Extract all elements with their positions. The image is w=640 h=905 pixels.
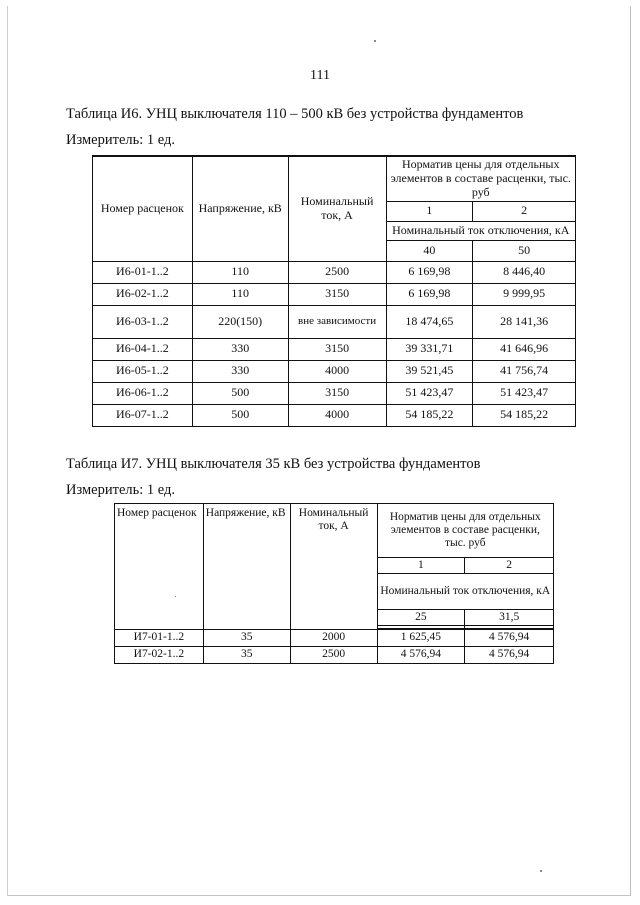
cell-value-2: 54 185,22 [473, 404, 576, 426]
table-row [115, 647, 554, 664]
table1-header-col1: 1 [386, 201, 473, 221]
cell-code: И6-01-1..2 [93, 261, 193, 283]
table2-header-voltage: Напряжение, кВ [203, 504, 290, 630]
table2-header-col1: 1 [377, 558, 465, 574]
table-row [115, 630, 554, 647]
table2-header-ka1: 25 [377, 610, 465, 626]
cell-current: 2000 [290, 630, 377, 647]
table2-header-norm: Норматив цены для отдельных элементов в составе расценки, тыс. руб [377, 504, 553, 558]
cell-code: И6-06-1..2 [93, 382, 193, 404]
cell-voltage: 330 [192, 338, 288, 360]
table-row [93, 261, 576, 283]
cell-current: вне зависимости [288, 305, 386, 338]
cell-value-2: 4 576,94 [465, 647, 554, 664]
table1-header-norm: Норматив цены для отдельных элементов в составе расценки, тыс. руб [386, 156, 575, 201]
table1-header-current: Номинальный ток, А [288, 156, 386, 261]
cell-value-1: 54 185,22 [386, 404, 473, 426]
cell-voltage: 110 [192, 261, 288, 283]
cell-value-1: 4 576,94 [377, 647, 465, 664]
cell-value-2: 8 446,40 [473, 261, 576, 283]
cell-value-2: 4 576,94 [465, 630, 554, 647]
cell-code: И7-02-1..2 [115, 647, 204, 664]
table2-header-col2: 2 [465, 558, 554, 574]
cell-voltage: 500 [192, 382, 288, 404]
cell-value-1: 6 169,98 [386, 283, 473, 305]
table2-unit: Измеритель: 1 ед. [66, 482, 176, 498]
table-row [93, 305, 576, 338]
cell-code: И6-05-1..2 [93, 360, 193, 382]
cell-value-1: 51 423,47 [386, 382, 473, 404]
cell-code: И6-02-1..2 [93, 283, 193, 305]
table2-header-breaking: Номинальный ток отключения, кА [377, 574, 553, 610]
cell-voltage: 35 [203, 647, 290, 664]
cell-voltage: 330 [192, 360, 288, 382]
table1-unit: Измеритель: 1 ед. [66, 132, 176, 148]
cell-value-2: 28 141,36 [473, 305, 576, 338]
table-row [93, 283, 576, 305]
cell-current: 2500 [290, 647, 377, 664]
table2 [114, 503, 554, 664]
cell-voltage: 220(150) [192, 305, 288, 338]
cell-code: И6-03-1..2 [93, 305, 193, 338]
cell-current: 3150 [288, 283, 386, 305]
table2-header-ka2: 31,5 [465, 610, 554, 626]
cell-voltage: 110 [192, 283, 288, 305]
table2-header-code: Номер расценок [115, 504, 204, 630]
cell-current: 2500 [288, 261, 386, 283]
table-row [93, 404, 576, 426]
table-row [93, 338, 576, 360]
scan-speck [374, 40, 376, 42]
table1-header-col2: 2 [473, 201, 576, 221]
table1-header-voltage: Напряжение, кВ [192, 156, 288, 261]
cell-value-1: 1 625,45 [377, 630, 465, 647]
cell-value-2: 41 646,96 [473, 338, 576, 360]
table-row [93, 360, 576, 382]
table1-header-breaking: Номинальный ток отключения, кА [386, 221, 575, 240]
cell-current: 3150 [288, 382, 386, 404]
cell-code: И7-01-1..2 [115, 630, 204, 647]
cell-value-2: 51 423,47 [473, 382, 576, 404]
page-number: 111 [310, 68, 330, 83]
cell-value-1: 18 474,65 [386, 305, 473, 338]
cell-value-1: 6 169,98 [386, 261, 473, 283]
table1-header-code: Номер расценок [93, 156, 193, 261]
table1-header-ka1: 40 [386, 240, 473, 261]
table2-header-current: Номинальный ток, А [290, 504, 377, 630]
table2-title: Таблица И7. УНЦ выключателя 35 кВ без устройства фундаментов [66, 456, 481, 472]
cell-value-2: 9 999,95 [473, 283, 576, 305]
cell-value-2: 41 756,74 [473, 360, 576, 382]
scan-speck [175, 596, 176, 597]
cell-code: И6-04-1..2 [93, 338, 193, 360]
cell-current: 3150 [288, 338, 386, 360]
table-row [93, 382, 576, 404]
cell-current: 4000 [288, 360, 386, 382]
cell-voltage: 35 [203, 630, 290, 647]
cell-value-1: 39 521,45 [386, 360, 473, 382]
table1 [92, 155, 576, 427]
table1-header-ka2: 50 [473, 240, 576, 261]
cell-value-1: 39 331,71 [386, 338, 473, 360]
cell-current: 4000 [288, 404, 386, 426]
table1-title: Таблица И6. УНЦ выключателя 110 – 500 кВ без устройства фундаментов [66, 106, 524, 122]
cell-voltage: 500 [192, 404, 288, 426]
cell-code: И6-07-1..2 [93, 404, 193, 426]
scan-speck [540, 870, 542, 872]
